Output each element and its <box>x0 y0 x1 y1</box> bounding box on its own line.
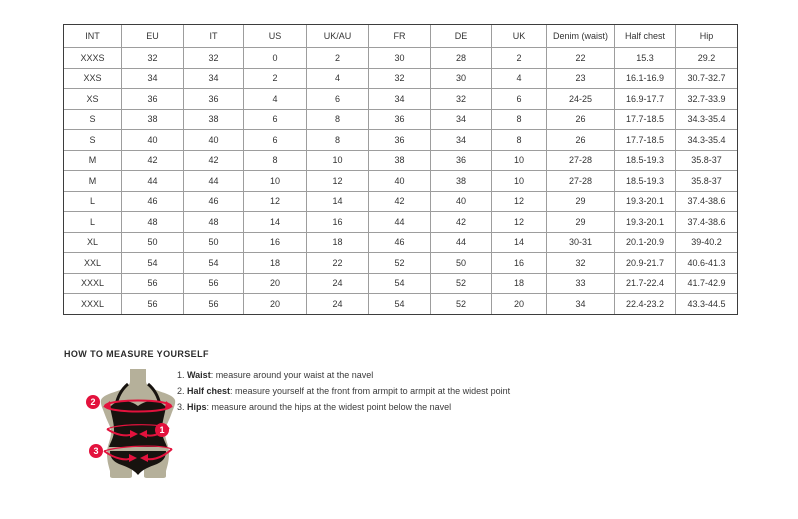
table-cell: 34 <box>431 109 492 130</box>
table-cell: 4 <box>244 89 307 110</box>
table-cell: 33 <box>547 273 615 294</box>
table-cell: XXS <box>64 68 122 89</box>
table-cell: 22.4-23.2 <box>615 294 676 315</box>
table-cell: 16 <box>307 212 369 233</box>
table-cell: 12 <box>244 191 307 212</box>
table-cell: 34 <box>431 130 492 151</box>
table-cell: 12 <box>492 212 547 233</box>
item-label: Half chest <box>187 386 231 396</box>
table-cell: 18.5-19.3 <box>615 171 676 192</box>
header-cell: INT <box>64 25 122 48</box>
table-cell: XS <box>64 89 122 110</box>
table-cell: 21.7-22.4 <box>615 273 676 294</box>
table-cell: XXL <box>64 253 122 274</box>
table-cell: 40 <box>122 130 184 151</box>
table-cell: 40 <box>431 191 492 212</box>
measure-item-half-chest <box>177 385 510 397</box>
table-cell: 2 <box>244 68 307 89</box>
table-cell: 14 <box>492 232 547 253</box>
table-cell: 0 <box>244 48 307 69</box>
table-cell: 46 <box>184 191 244 212</box>
table-cell: 42 <box>431 212 492 233</box>
table-cell: 12 <box>307 171 369 192</box>
table-cell: 35.8-37 <box>676 150 738 171</box>
table-cell: 10 <box>244 171 307 192</box>
table-cell: 32 <box>122 48 184 69</box>
table-cell: 34 <box>369 89 431 110</box>
table-row <box>64 48 738 69</box>
table-cell: 34 <box>122 68 184 89</box>
swimsuit-top <box>109 401 167 447</box>
table-cell: 52 <box>431 294 492 315</box>
table-cell: 40.6-41.3 <box>676 253 738 274</box>
table-row <box>64 191 738 212</box>
table-cell: 42 <box>184 150 244 171</box>
table-cell: 8 <box>492 130 547 151</box>
item-text: : measure yourself at the front from armpit to armpit at the widest point <box>230 386 511 396</box>
table-row <box>64 273 738 294</box>
table-row <box>64 294 738 315</box>
table-cell: 20 <box>492 294 547 315</box>
table-cell: 38 <box>122 109 184 130</box>
table-cell: 20.9-21.7 <box>615 253 676 274</box>
table-row <box>64 232 738 253</box>
table-cell: 48 <box>122 212 184 233</box>
table-cell: 27-28 <box>547 150 615 171</box>
table-cell: 42 <box>369 191 431 212</box>
table-cell: 34.3-35.4 <box>676 130 738 151</box>
measure-heading: HOW TO MEASURE YOURSELF <box>64 349 209 359</box>
table-cell: 36 <box>369 109 431 130</box>
table-cell: 39-40.2 <box>676 232 738 253</box>
table-cell: 8 <box>244 150 307 171</box>
header-cell: US <box>244 25 307 48</box>
table-cell: 26 <box>547 109 615 130</box>
table-row <box>64 68 738 89</box>
measure-item-hips <box>177 401 510 413</box>
table-cell: 20 <box>244 273 307 294</box>
table-row <box>64 130 738 151</box>
table-cell: XXXL <box>64 294 122 315</box>
table-cell: 54 <box>369 294 431 315</box>
svg-text:2: 2 <box>90 397 96 408</box>
table-cell: 17.7-18.5 <box>615 130 676 151</box>
table-cell: 6 <box>244 109 307 130</box>
table-cell: 56 <box>122 294 184 315</box>
table-row <box>64 253 738 274</box>
table-cell: 54 <box>122 253 184 274</box>
table-cell: 56 <box>122 273 184 294</box>
table-cell: 23 <box>547 68 615 89</box>
header-cell: UK/AU <box>307 25 369 48</box>
header-cell: UK <box>492 25 547 48</box>
table-cell: 32 <box>547 253 615 274</box>
table-cell: 50 <box>122 232 184 253</box>
table-cell: 30-31 <box>547 232 615 253</box>
table-row <box>64 171 738 192</box>
table-cell: 54 <box>369 273 431 294</box>
table-cell: 10 <box>492 150 547 171</box>
table-cell: 8 <box>307 109 369 130</box>
item-label: Waist <box>187 370 211 380</box>
table-cell: 56 <box>184 294 244 315</box>
table-cell: 32 <box>184 48 244 69</box>
table-cell: S <box>64 109 122 130</box>
table-cell: 48 <box>184 212 244 233</box>
table-cell: 8 <box>492 109 547 130</box>
table-cell: L <box>64 191 122 212</box>
table-cell: 56 <box>184 273 244 294</box>
table-cell: S <box>64 130 122 151</box>
table-cell: 44 <box>184 171 244 192</box>
item-label: Hips <box>187 402 207 412</box>
table-cell: 18 <box>492 273 547 294</box>
table-cell: 16.9-17.7 <box>615 89 676 110</box>
table-cell: 6 <box>307 89 369 110</box>
table-cell: 6 <box>492 89 547 110</box>
table-cell: 24-25 <box>547 89 615 110</box>
table-cell: 12 <box>492 191 547 212</box>
table-row <box>64 109 738 130</box>
item-number: 2. <box>177 386 188 396</box>
table-cell: XXXL <box>64 273 122 294</box>
size-chart-table <box>63 24 738 315</box>
table-cell: 32 <box>369 68 431 89</box>
table-cell: 18 <box>244 253 307 274</box>
item-text: : measure around the hips at the widest point below the navel <box>206 402 452 412</box>
table-cell: 54 <box>184 253 244 274</box>
table-row <box>64 89 738 110</box>
table-cell: 10 <box>307 150 369 171</box>
table-cell: 26 <box>547 130 615 151</box>
table-cell: 6 <box>244 130 307 151</box>
table-cell: 19.3-20.1 <box>615 212 676 233</box>
table-cell: 35.8-37 <box>676 171 738 192</box>
badge-half-chest <box>86 395 100 409</box>
table-cell: 36 <box>369 130 431 151</box>
table-cell: 44 <box>122 171 184 192</box>
table-cell: 30 <box>369 48 431 69</box>
header-cell: DE <box>431 25 492 48</box>
table-cell: 29.2 <box>676 48 738 69</box>
table-cell: 20.1-20.9 <box>615 232 676 253</box>
header-cell: Denim (waist) <box>547 25 615 48</box>
table-cell: 14 <box>244 212 307 233</box>
table-cell: 2 <box>307 48 369 69</box>
table-cell: 22 <box>547 48 615 69</box>
table-cell: 15.3 <box>615 48 676 69</box>
table-cell: 37.4-38.6 <box>676 212 738 233</box>
table-cell: 20 <box>244 294 307 315</box>
table-header-row <box>64 25 738 48</box>
table-cell: 16.1-16.9 <box>615 68 676 89</box>
table-cell: 4 <box>492 68 547 89</box>
table-cell: 52 <box>369 253 431 274</box>
table-cell: 52 <box>431 273 492 294</box>
item-number: 3. <box>177 402 188 412</box>
table-cell: 30.7-32.7 <box>676 68 738 89</box>
header-cell: IT <box>184 25 244 48</box>
svg-text:3: 3 <box>93 446 99 457</box>
table-cell: 44 <box>369 212 431 233</box>
table-cell: 34 <box>184 68 244 89</box>
table-cell: 22 <box>307 253 369 274</box>
table-cell: 8 <box>307 130 369 151</box>
table-cell: 38 <box>431 171 492 192</box>
table-cell: 18 <box>307 232 369 253</box>
table-cell: 18.5-19.3 <box>615 150 676 171</box>
table-cell: 36 <box>184 89 244 110</box>
table-cell: 44 <box>431 232 492 253</box>
table-cell: 10 <box>492 171 547 192</box>
table-cell: XL <box>64 232 122 253</box>
table-cell: 40 <box>184 130 244 151</box>
table-cell: 30 <box>431 68 492 89</box>
table-cell: 16 <box>492 253 547 274</box>
table-cell: 43.3-44.5 <box>676 294 738 315</box>
table-cell: 27-28 <box>547 171 615 192</box>
table-cell: 14 <box>307 191 369 212</box>
table-cell: 29 <box>547 212 615 233</box>
table-cell: 24 <box>307 294 369 315</box>
table-cell: 28 <box>431 48 492 69</box>
table-cell: 17.7-18.5 <box>615 109 676 130</box>
table-cell: 36 <box>122 89 184 110</box>
table-cell: 42 <box>122 150 184 171</box>
table-cell: 46 <box>369 232 431 253</box>
table-cell: 34.3-35.4 <box>676 109 738 130</box>
table-cell: 34 <box>547 294 615 315</box>
table-cell: 19.3-20.1 <box>615 191 676 212</box>
table-cell: 38 <box>184 109 244 130</box>
table-cell: 16 <box>244 232 307 253</box>
table-cell: 4 <box>307 68 369 89</box>
table-cell: 36 <box>431 150 492 171</box>
table-cell: 41.7-42.9 <box>676 273 738 294</box>
table-cell: 32.7-33.9 <box>676 89 738 110</box>
table-cell: 50 <box>431 253 492 274</box>
badge-hips <box>89 444 103 458</box>
table-cell: 29 <box>547 191 615 212</box>
header-cell: Half chest <box>615 25 676 48</box>
measure-item-waist <box>177 369 510 381</box>
item-text: : measure around your waist at the navel <box>210 370 374 380</box>
header-cell: EU <box>122 25 184 48</box>
table-cell: 37.4-38.6 <box>676 191 738 212</box>
table-cell: 2 <box>492 48 547 69</box>
table-cell: M <box>64 171 122 192</box>
header-cell: FR <box>369 25 431 48</box>
table-cell: 50 <box>184 232 244 253</box>
table-row <box>64 150 738 171</box>
table-cell: L <box>64 212 122 233</box>
table-row <box>64 212 738 233</box>
table-cell: 40 <box>369 171 431 192</box>
table-cell: 32 <box>431 89 492 110</box>
svg-text:1: 1 <box>159 425 165 436</box>
header-cell: Hip <box>676 25 738 48</box>
item-number: 1. <box>177 370 188 380</box>
measure-instructions <box>177 369 510 417</box>
table-cell: 38 <box>369 150 431 171</box>
table-cell: M <box>64 150 122 171</box>
badge-waist <box>155 423 169 437</box>
table-cell: XXXS <box>64 48 122 69</box>
table-cell: 24 <box>307 273 369 294</box>
table-cell: 46 <box>122 191 184 212</box>
